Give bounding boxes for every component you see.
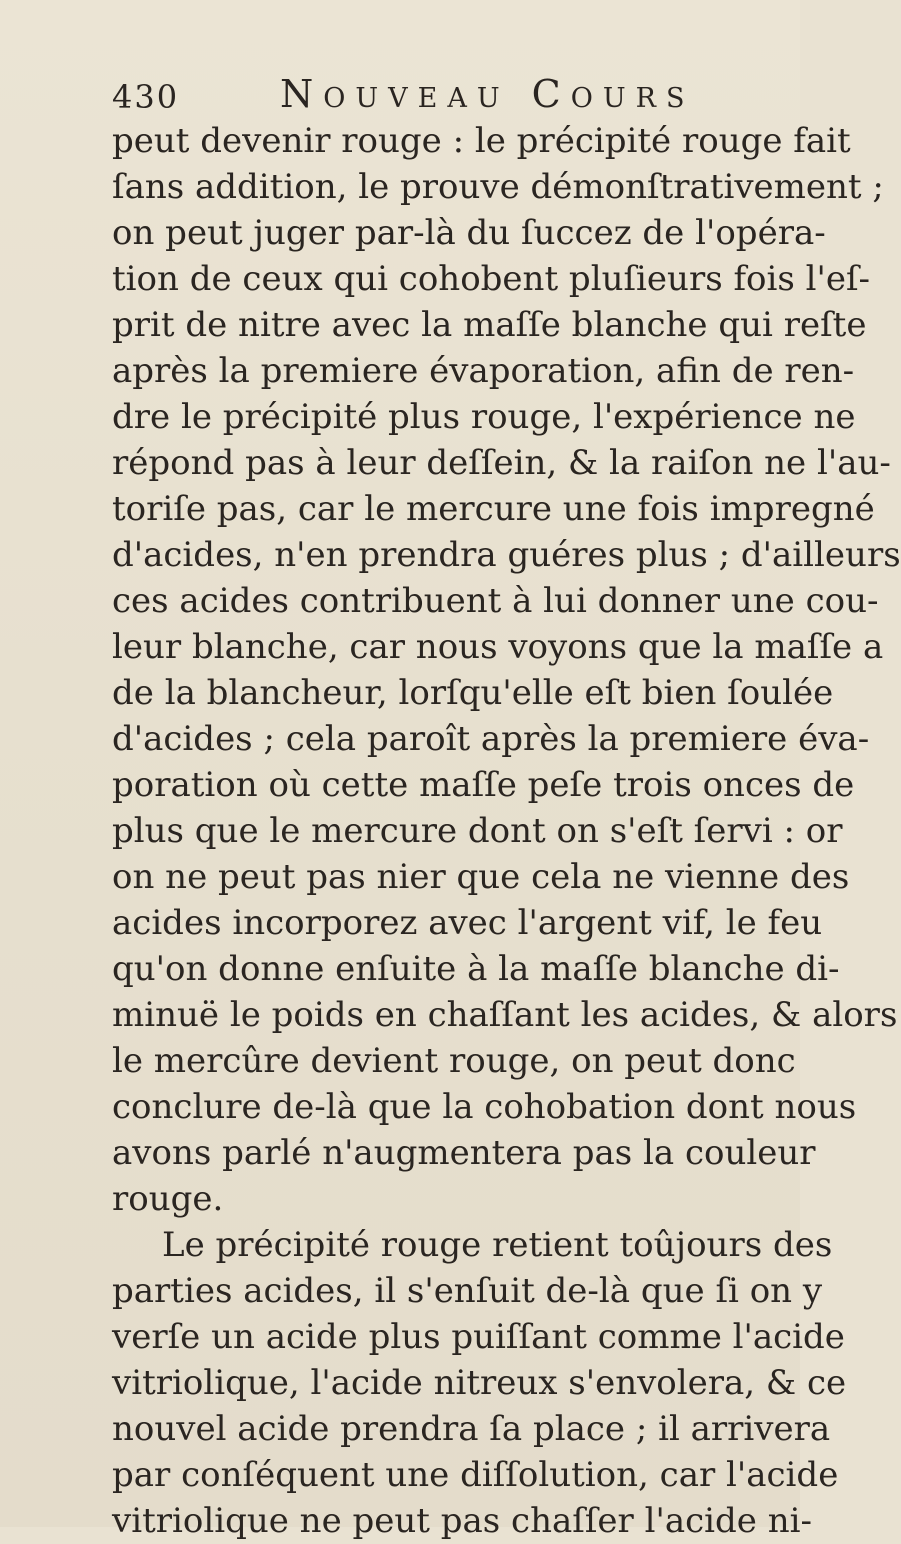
text-line: le mercûre devient rouge, on peut donc [112, 1041, 796, 1081]
page-number: 430 [112, 78, 180, 116]
text-line: prit de nitre avec la maſſe blanche qui reſte [112, 305, 867, 345]
text-line: ces acides contribuent à lui donner une cou- [112, 581, 879, 621]
text-line: acides incorporez avec l'argent vif, le feu [112, 903, 823, 943]
text-line: plus que le mercure dont on s'eſt ſervi : or [112, 811, 843, 851]
text-line: rouge. [112, 1179, 224, 1219]
text-line: verſe un acide plus puiſſant comme l'acide [112, 1317, 845, 1357]
text-line: leur blanche, car nous voyons que la maſſe a [112, 627, 884, 667]
text-line: vitriolique, l'acide nitreux s'envolera, & ce [112, 1363, 847, 1403]
text-line: d'acides ; cela paroît après la premiere éva- [112, 719, 870, 759]
text-line: dre le précipité plus rouge, l'expérience ne [112, 397, 856, 437]
text-line: tion de ceux qui cohobent pluſieurs fois l'eſ- [112, 259, 871, 299]
text-line: répond pas à leur deſſein, & la raiſon ne l'au- [112, 443, 891, 483]
text-line: d'acides, n'en prendra guéres plus ; d'ailleurs [112, 535, 901, 575]
text-line: de la blancheur, lorſqu'elle eſt bien ſoulée [112, 673, 834, 713]
text-line: ſans addition, le prouve démonſtrativement ; [112, 167, 884, 207]
text-line: vitriolique ne peut pas chaſſer l'acide ni- [112, 1501, 812, 1541]
text-line: nouvel acide prendra ſa place ; il arrivera [112, 1409, 831, 1449]
text-line: qu'on donne enſuite à la maſſe blanche di- [112, 949, 840, 989]
text-line: on peut juger par-là du ſuccez de l'opéra- [112, 213, 826, 253]
paragraph-start-line: Le précipité rouge retient toûjours des [162, 1225, 833, 1265]
text-line: peut devenir rouge : le précipité rouge fait [112, 121, 851, 161]
text-line: conclure de-là que la cohobation dont nous [112, 1087, 857, 1127]
text-line: par conſéquent une diſſolution, car l'acide [112, 1455, 839, 1495]
text-line: après la premiere évaporation, afin de ren- [112, 351, 855, 391]
body-text [112, 118, 901, 1544]
text-line: avons parlé n'augmentera pas la couleur [112, 1133, 816, 1173]
text-line: poration où cette maſſe peſe trois onces de [112, 765, 855, 805]
text-line: on ne peut pas nier que cela ne vienne des [112, 857, 850, 897]
text-line: toriſe pas, car le mercure une fois impregné [112, 489, 875, 529]
running-title: Nouveau Cours [280, 72, 695, 116]
text-line: parties acides, il s'enſuit de-là que ſi on y [112, 1271, 823, 1311]
page-header [112, 72, 752, 120]
text-line: minuë le poids en chaſſant les acides, & alors [112, 995, 898, 1035]
